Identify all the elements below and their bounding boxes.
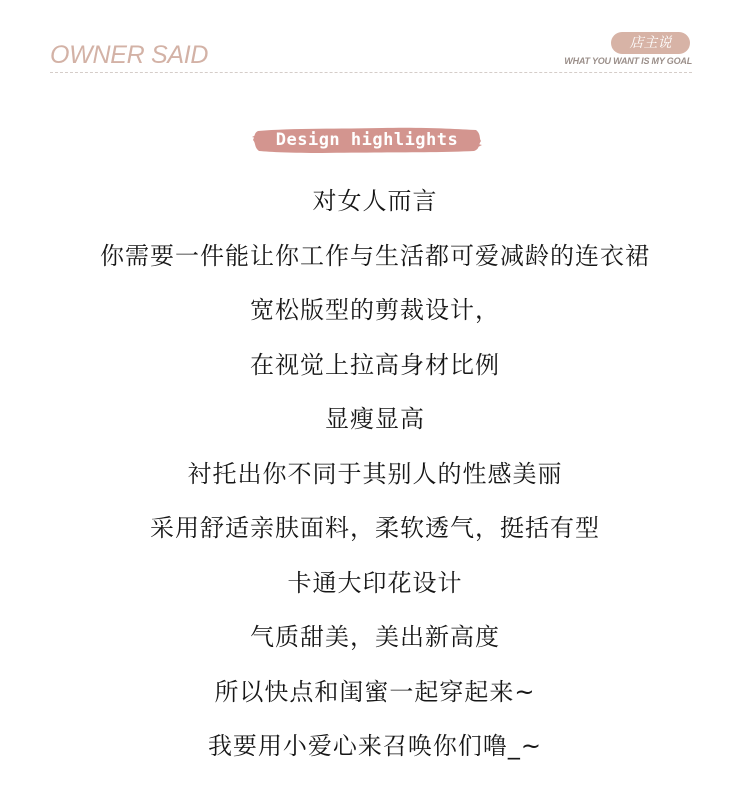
description-lines	[0, 178, 750, 778]
description-line: 气质甜美，美出新高度	[250, 623, 500, 651]
goal-tagline: WHAT YOU WANT IS MY GOAL	[564, 56, 692, 66]
description-line: 衬托出你不同于其别人的性感美丽	[187, 459, 563, 488]
description-line: 卡通大印花设计	[287, 568, 463, 597]
description-line: 所以快点和闺蜜一起穿起来~	[214, 677, 536, 706]
header	[50, 0, 692, 76]
description-line: 在视觉上拉高身材比例	[250, 350, 500, 379]
description-line: 对女人而言	[312, 187, 438, 215]
dashed-divider	[50, 72, 692, 73]
design-highlights-banner	[252, 126, 482, 154]
description-line: 宽松版型的剪裁设计，	[250, 296, 500, 324]
description-line: 你需要一件能让你工作与生活都可爱减龄的连衣裙	[100, 241, 650, 270]
owner-badge: 店主说	[611, 32, 690, 54]
owner-said-title: OWNER SAID	[50, 41, 209, 69]
description-line: 显瘦显高	[325, 405, 425, 433]
description-line: 我要用小爱心来召唤你们噜_~	[207, 732, 543, 760]
design-highlights-label: Design highlights	[275, 130, 459, 150]
description-line: 采用舒适亲肤面料，柔软透气，挺括有型	[150, 514, 600, 542]
